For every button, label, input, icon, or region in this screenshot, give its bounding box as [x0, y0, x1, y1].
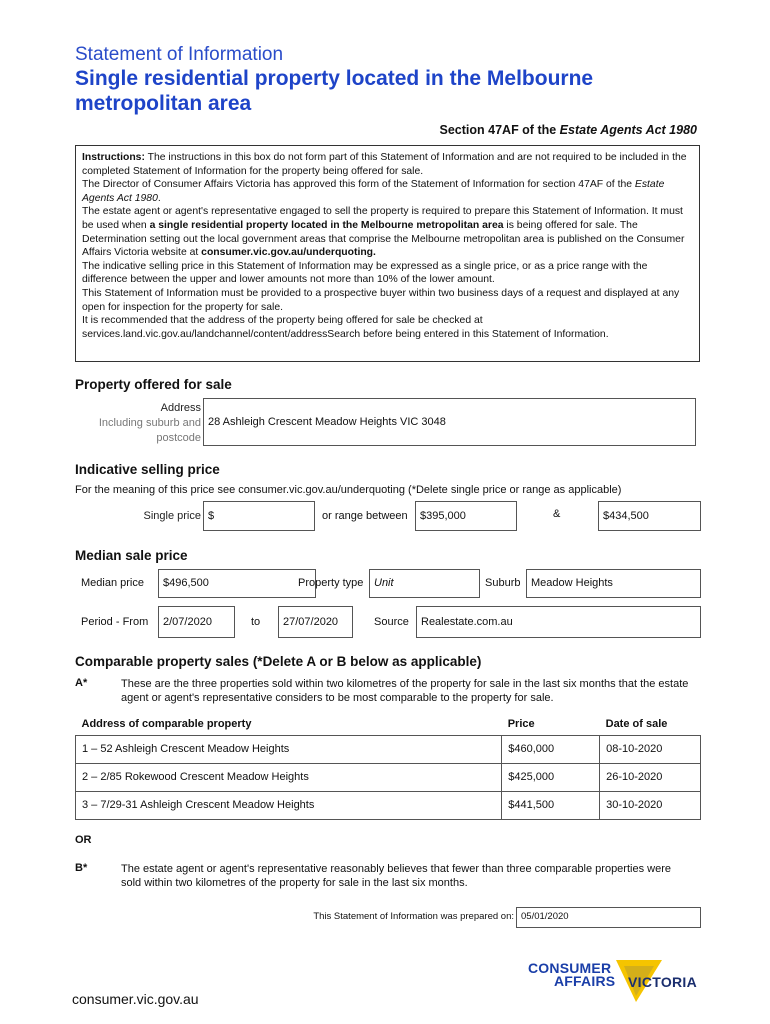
col-date-header: Date of sale	[605, 717, 668, 730]
instructions-p5: This Statement of Information must be provided to a prospective buyer within two business days of a request and displayed at any open for inspection for the property for sale.	[82, 287, 680, 313]
range-low-field[interactable]: $395,000	[415, 501, 517, 531]
indicative-heading: Indicative selling price	[75, 462, 220, 477]
period-to-field[interactable]: 27/07/2020	[278, 606, 353, 638]
comparable-heading: Comparable property sales (*Delete A or B below as applicable)	[75, 654, 482, 669]
source-label: Source	[374, 616, 409, 628]
comparable-date-cell[interactable]: 08-10-2020	[600, 735, 701, 763]
single-price-label: Single price	[143, 510, 201, 522]
comparable-address-cell[interactable]: 1 – 52 Ashleigh Crescent Meadow Heights	[76, 735, 502, 763]
property-heading: Property offered for sale	[75, 377, 232, 392]
range-separator: &	[553, 508, 561, 520]
col-address-header: Address of comparable property	[81, 717, 252, 730]
period-from-field[interactable]: 2/07/2020	[158, 606, 235, 638]
option-a-label: A*	[75, 677, 88, 689]
underquoting-link[interactable]: consumer.vic.gov.au/underquoting.	[201, 247, 376, 259]
period-to-label: to	[251, 616, 261, 628]
comparable-price-cell[interactable]: $441,500	[502, 791, 600, 819]
instructions-p2-text: The Director of Consumer Affairs Victoria has approved this form of the Statement of Information for section 47AF of the	[82, 179, 635, 191]
instructions-p3-b: is being offered for sale. The Determination setting out the local government areas that comprise the Melbourne metropolitan area is published on the Consumer Affairs Victoria website at	[82, 219, 685, 259]
instructions-p4: The indicative selling price in this Statement of Information may be expressed as a single price, or as a price range with the difference between the upper and lower amounts not more than 10% of the lower amount.	[82, 260, 648, 286]
property-type-field[interactable]: Unit	[369, 569, 480, 598]
section-reference	[440, 123, 697, 137]
property-type-label: Property type	[298, 577, 364, 589]
table-row	[76, 791, 701, 819]
address-label-line3: postcode	[156, 432, 201, 444]
indicative-note: For the meaning of this price see consumer.vic.gov.au/underquoting (*Delete single price or range as applicable)	[75, 484, 622, 496]
address-field[interactable]: 28 Ashleigh Crescent Meadow Heights VIC 3048	[203, 398, 696, 446]
footer-url[interactable]: consumer.vic.gov.au	[72, 991, 199, 1007]
suburb-label: Suburb	[485, 577, 521, 589]
comparable-table	[75, 713, 701, 820]
logo-word-consumer: CONSUMER	[528, 960, 612, 976]
table-row	[76, 735, 701, 763]
col-price-header: Price	[507, 717, 535, 730]
instructions-p2-end: .	[157, 192, 161, 204]
comparable-address-cell[interactable]: 3 – 7/29-31 Ashleigh Crescent Meadow Heights	[76, 791, 502, 819]
comparable-table-header	[76, 713, 701, 735]
range-label: or range between	[322, 510, 408, 522]
suburb-field[interactable]: Meadow Heights	[526, 569, 701, 598]
instructions-box	[75, 145, 700, 362]
instructions-p1-text: The instructions in this box do not form part of this Statement of Information and are not required to be included in the completed Statement of Information for the property being offered for sale.	[82, 152, 687, 177]
prepared-label: This Statement of Information was prepared on:	[313, 911, 514, 922]
period-from-label: Period - From	[81, 616, 149, 628]
instructions-p3-bold: a single residential property located in the Melbourne metropolitan area	[149, 219, 504, 231]
instructions-p1	[82, 151, 693, 178]
source-field[interactable]: Realestate.com.au	[416, 606, 701, 638]
range-high-field[interactable]: $434,500	[598, 501, 701, 531]
instructions-p3	[82, 205, 693, 259]
comparable-price-cell[interactable]: $425,000	[502, 763, 600, 791]
option-a-text: These are the three properties sold within two kilometres of the property for sale in the last six months that the estate agent or agent's representative considers to be most comparable to the property for sale.	[121, 678, 689, 704]
address-label-line2: Including suburb and	[98, 417, 201, 429]
or-label: OR	[75, 834, 92, 846]
median-price-label: Median price	[81, 577, 144, 589]
option-b-label: B*	[75, 862, 88, 874]
address-label-line1: Address	[160, 402, 201, 414]
document-title: Statement of Information	[75, 44, 284, 65]
instructions-p6: It is recommended that the address of the property being offered for sale be checked at services.land.vic.gov.au/landchannel/content/addressSearch before being entered in this Statement of Information.	[82, 315, 609, 340]
single-price-field[interactable]: $	[203, 501, 315, 531]
section-ref-prefix: Section 47AF of the	[439, 123, 560, 137]
section-ref-act: Estate Agents Act 1980	[559, 123, 697, 137]
logo-word-victoria: VICTORIA	[628, 974, 698, 990]
address-label	[75, 401, 201, 446]
option-b-text: The estate agent or agent's representative reasonably believes that fewer than three comparable properties were sold within two kilometres of the property for sale in the last six months.	[121, 863, 671, 889]
table-row	[76, 763, 701, 791]
prepared-date-field[interactable]: 05/01/2020	[516, 907, 701, 928]
document-subtitle: Single residential property located in the Melbourne metropolitan area	[75, 67, 594, 115]
instructions-p3-a: The estate agent or agent's representative engaged to sell the property is required to prepare this Statement of Information. It must be used when	[82, 206, 683, 231]
instructions-label: Instructions:	[82, 152, 145, 163]
comparable-date-cell[interactable]: 30-10-2020	[600, 791, 701, 819]
logo-word-affairs: AFFAIRS	[554, 973, 616, 989]
comparable-date-cell[interactable]: 26-10-2020	[600, 763, 701, 791]
comparable-address-cell[interactable]: 2 – 2/85 Rokewood Crescent Meadow Heights	[76, 763, 502, 791]
consumer-affairs-victoria-logo	[528, 958, 703, 1010]
comparable-price-cell[interactable]: $460,000	[502, 735, 600, 763]
instructions-p2-act: Estate Agents Act 1980	[82, 179, 665, 204]
instructions-p2	[82, 178, 693, 205]
median-heading: Median sale price	[75, 548, 188, 563]
median-price-field[interactable]: $496,500	[158, 569, 316, 598]
